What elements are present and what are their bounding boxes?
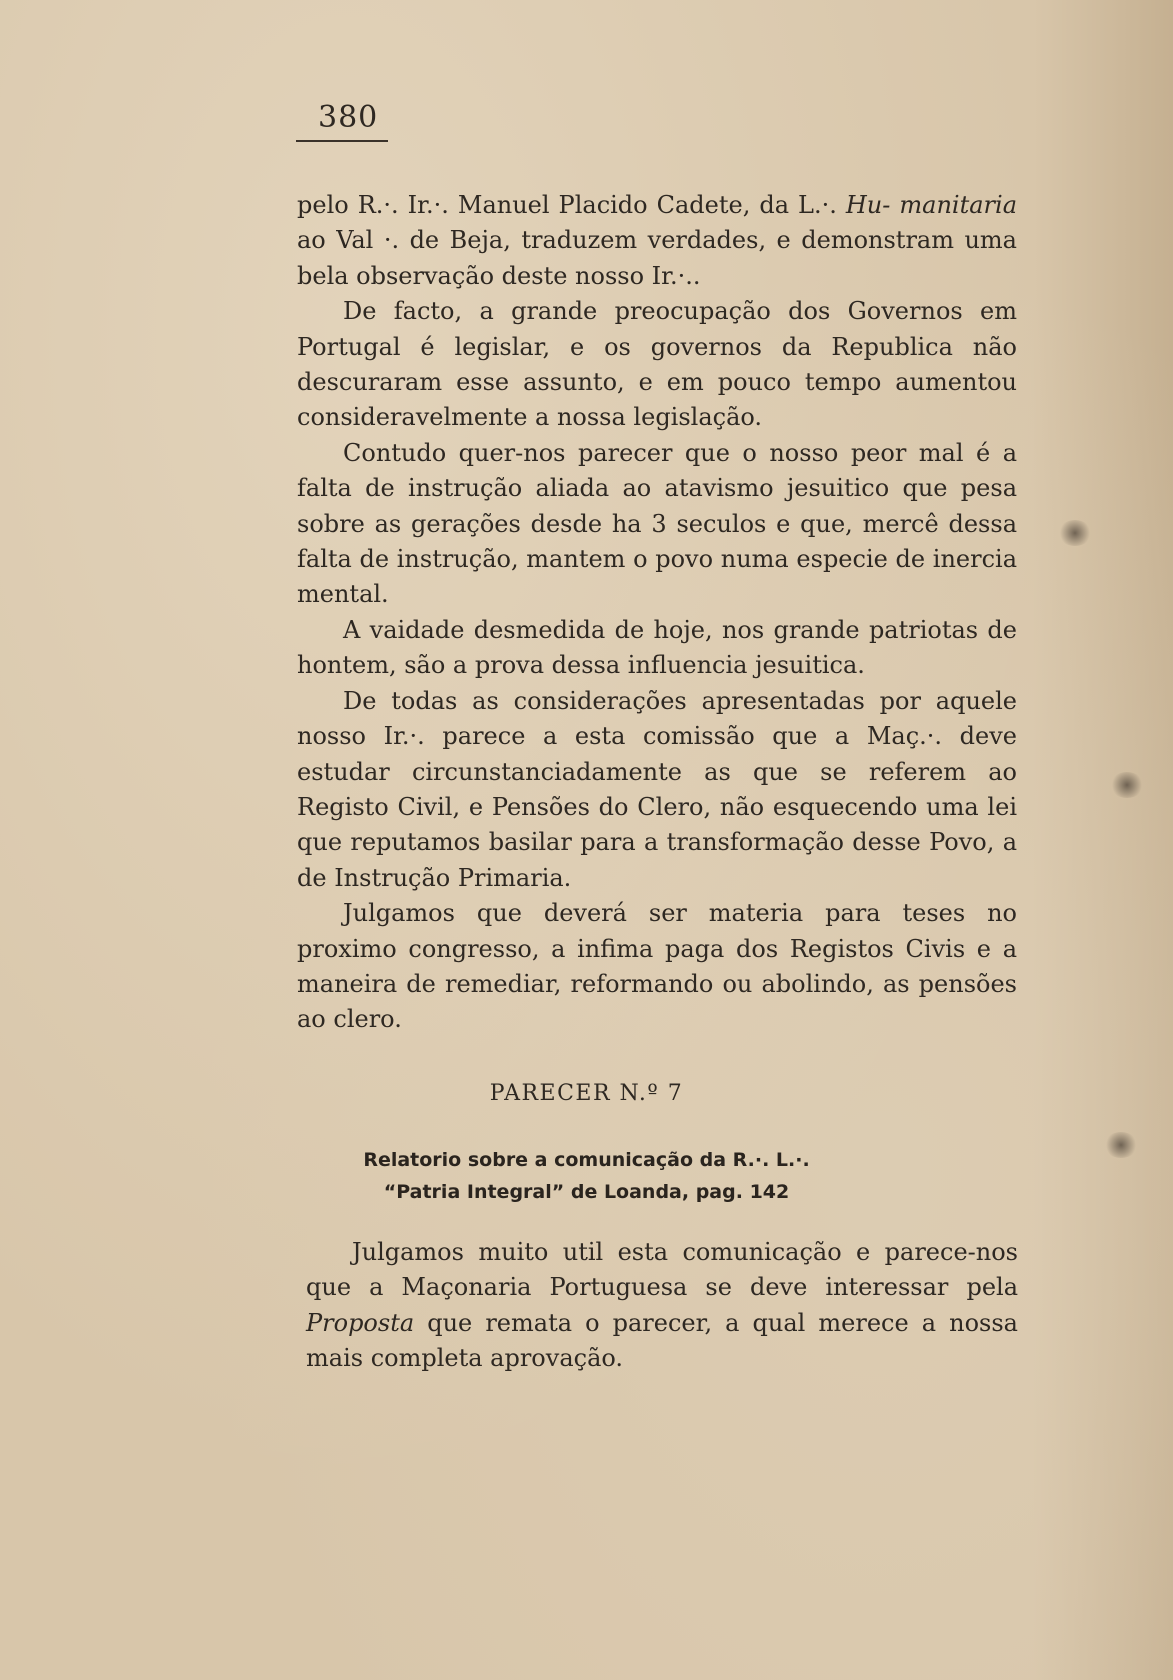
body-text <box>297 188 1017 1038</box>
report-paragraph <box>306 1235 1018 1377</box>
page-number: 380 <box>318 100 379 135</box>
section-subheading-line-1: Relatorio sobre a comunicação da R.·. L.·. <box>363 1149 810 1171</box>
opening-paragraph <box>297 188 1017 294</box>
paragraph: Contudo quer-nos parecer que o nosso peor mal é a falta de instrução aliada ao atavismo jesuitico que pesa sobre as gerações desde ha 3 seculos e que, mercê dessa falta de instrução, mantem o povo numa especie de inercia mental. <box>297 438 1017 609</box>
italic-run: Hu- <box>845 191 891 219</box>
binding-mark <box>1110 772 1144 798</box>
paragraph: A vaidade desmedida de hoje, nos grande patriotas de hontem, são a prova dessa influencia jesuitica. <box>297 615 1017 680</box>
report-text <box>306 1235 1018 1377</box>
text-run: demonstram uma bela observação deste nosso Ir.·.. <box>297 226 1017 290</box>
paragraph: De todas as considerações apresentadas por aquele nosso Ir.·. parece a esta comissão que a Maç.·. deve estudar circunstanciadamente as que se referem ao Registo Civil, e Pensões do Clero, não esquecendo uma lei que reputamos basilar para a transformação desse Povo, a de Instrução Primaria. <box>297 686 1017 892</box>
section-subheading-line-2: “Patria Integral” de Loanda, pag. 142 <box>383 1181 790 1203</box>
page-number-rule <box>296 140 388 142</box>
italic-run: manitaria <box>899 191 1017 219</box>
text-run: Julgamos muito util esta comunicação e parece-nos que a Maçonaria Portuguesa se deve interessar pela <box>306 1238 1018 1302</box>
text-run: que remata o parecer, a qual merece a nossa mais completa aprovação. <box>306 1308 1018 1373</box>
paragraph: Julgamos que deverá ser materia para teses no proximo congresso, a infima paga dos Registos Civis e a maneira de remediar, reformando ou abolindo, as pensões ao clero. <box>297 899 1017 1034</box>
paragraph: De facto, a grande preocupação dos Governos em Portugal é legislar, e os governos da Republica não descuraram esse assunto, e em pouco tempo aumentou consideravelmente a nossa legislação. <box>297 297 1017 432</box>
binding-mark <box>1058 520 1092 546</box>
binding-mark <box>1104 1132 1138 1158</box>
section-heading: PARECER N.º 7 <box>489 1081 684 1106</box>
text-run: ao Val ·. de Beja, traduzem verdades, e <box>297 226 791 255</box>
text-run: pelo R.·. Ir.·. Manuel Placido Cadete, da L.·. <box>297 191 846 219</box>
italic-run: Proposta <box>306 1308 415 1337</box>
